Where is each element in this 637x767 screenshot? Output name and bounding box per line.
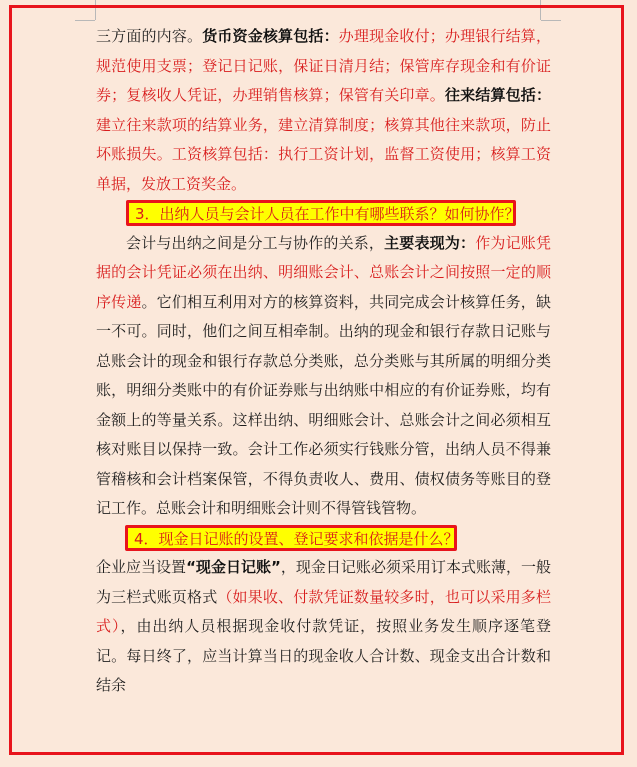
settlement-red-text: 建立往来款项的结算业务，建立清算制度；核算其他往来款项，防止坏账损失。工资核算包括：执行工资计划，监督工资使用；核算工资单据，发放工资奖金。 [96, 115, 551, 193]
paragraph3-body-text: ，由出纳人员根据现金收付款凭证，按照业务发生顺序逐笔登记。每日终了，应当计算当日的现金收人合计数、现金支出合计数和结余 [96, 617, 551, 694]
heading-3-highlight: 3．出纳人员与会计人员在工作中有哪些联系？如何协作？ [126, 200, 516, 226]
paragraph-cash-journal [96, 553, 551, 701]
paragraph2-bold-label: 主要表现为： [384, 233, 476, 252]
paragraph3-lead-text: 企业应当设置 [96, 558, 187, 576]
cash-journal-bold-term: “现金日记账” [186, 558, 281, 576]
paragraph-cash-and-settlement [96, 22, 551, 199]
paragraph2-red-text: 作为记账凭据的会计凭证必须在出纳、明细账会计、总账会计之间按照一定的顺序传递 [96, 233, 551, 311]
heading-4-highlight: 4．现金日记账的设置、登记要求和依据是什么？ [125, 525, 457, 551]
document-body [96, 22, 551, 701]
cash-accounting-red-text: 办理现金收付；办理银行结算，规范使用支票；登记日记账，保证日清月结；保管库存现金和有价证券；复核收人凭证，办理销售核算；保管有关印章。 [96, 27, 551, 104]
heading-question-4 [96, 524, 551, 554]
paragraph3-red-note: （如果收、付款凭证数量较多时，也可以采用多栏式） [96, 587, 551, 635]
paragraph3-mid-text: ，现金日记账必须采用订本式账薄，一般为三栏式账页格式 [96, 558, 551, 606]
paragraph2-lead-text: 会计与出纳之间是分工与协作的关系， [126, 233, 385, 252]
heading-question-3 [96, 199, 551, 229]
settlement-bold-label: 往来结算包括： [444, 86, 551, 104]
paragraph1-lead-text: 三方面的内容。 [96, 27, 203, 45]
paragraph2-body-text: 。它们相互利用对方的核算资料，共同完成会计核算任务，缺一不可。同时，他们之间互相牵制。出纳的现金和银行存款日记账与总账会计的现金和银行存款总分类账，总分类账与其所属的明细分类账，明细分类账中的有价证券账与出纳账中相应的有价证券账，均有金额上的等量关系。这样出纳、明细账会计、总账会计之间必须相互核对账目以保持一致。会计工作必须实行钱账分管，出纳人员不得兼管稽核和会计档案保管，不得负责收人、费用、债权债务等账目的登记工作。总账会计和明细账会计则不得管钱管物。 [96, 292, 551, 517]
cash-accounting-bold-label: 货币资金核算包括： [202, 27, 339, 45]
paragraph-cashier-accountant-relation [96, 229, 551, 524]
